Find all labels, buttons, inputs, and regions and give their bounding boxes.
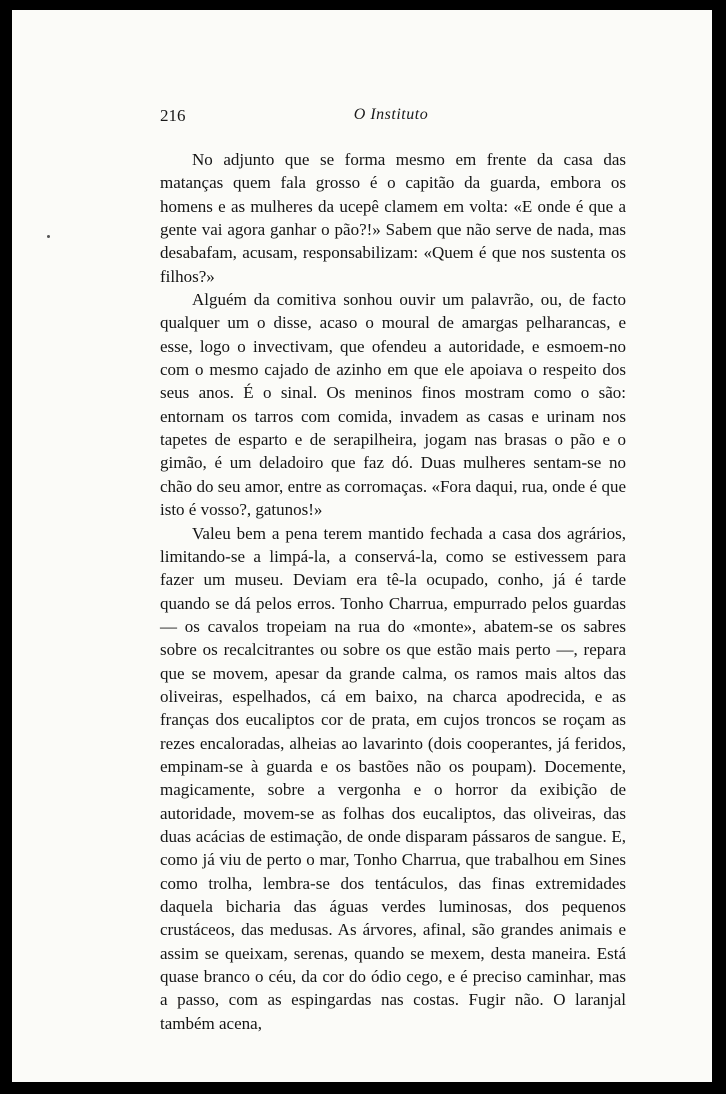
running-title: O Instituto: [353, 106, 429, 123]
body-text: [160, 148, 626, 1035]
scan-speck: [47, 235, 50, 238]
book-page: [12, 10, 712, 1082]
paragraph-3: Valeu bem a pena terem mantido fechada a casa dos agrários, limitando-se a limpá-la, a conservá-la, como se estivessem para fazer um museu. Deviam era tê-la ocupado, conho, já é tarde quando se dá pelos erros. Tonho Charrua, empurrado pelos guardas — os cavalos tropeiam na rua do «monte», abatem-se os sabres sobre os recalcitrantes ou sobre os que estão mais perto —, repara que se movem, apesar da grande calma, os ramos mais altos das oliveiras, espelhados, cá em baixo, na charca apodrecida, e as franças dos eucaliptos cor de prata, em cujos troncos se roçam as rezes encaloradas, alheias ao lavarinto (dois cooperantes, já feridos, empinam-se à guarda e os bastões não os poupam). Docemente, magicamente, sobre a vergonha e o horror da exibição de autoridade, movem-se as folhas dos eucaliptos, das oliveiras, das duas acácias de estimação, de onde disparam pássaros de sangue. E, como já viu de perto o mar, Tonho Charrua, que trabalhou em Sines como trolha, lembra-se dos tentáculos, das finas extremidades daquela bicharia das águas verdes luminosas, dos pequenos crustáceos, das medusas. As árvores, afinal, são grandes animais e assim se queixam, serenas, quando se mexem, desta maneira. Está quase branco o céu, da cor do ódio cego, e é preciso caminhar, mas a passo, com as espingardas nas costas. Fugir não. O laranjal também acena,: [160, 523, 626, 1033]
paragraph-1: No adjunto que se forma mesmo em frente da casa das matanças quem fala grosso é o capitão da guarda, embora os homens e as mulheres da ucepê clamem em volta: «E onde é que a gente vai agora ganhar o pão?!» Sabem que não serve de nada, mas desabafam, acusam, responsabilizam: «Quem é que nos sustenta os filhos?»: [160, 150, 626, 286]
page-header: [160, 106, 622, 130]
paragraph-2: Alguém da comitiva sonhou ouvir um palavrão, ou, de facto qualquer um o disse, acaso o moural de amargas pelharancas, e esse, logo o invectivam, que ofendeu a autoridade, e esmoem-no com o mesmo cajado de azinho em que ele apoiava o respeito dos seus anos. É o sinal. Os meninos finos mostram como o são: entornam os tarros com comida, invadem as casas e urinam nos tapetes de esparto e de serapilheira, jogam nas brasas o pão e o gimão, é um deladoiro que faz dó. Duas mulheres sentam-se no chão do seu amor, entre as corromaças. «Fora daqui, rua, onde é que isto é vosso?, gatunos!»: [160, 290, 626, 520]
page-number: 216: [160, 106, 186, 125]
